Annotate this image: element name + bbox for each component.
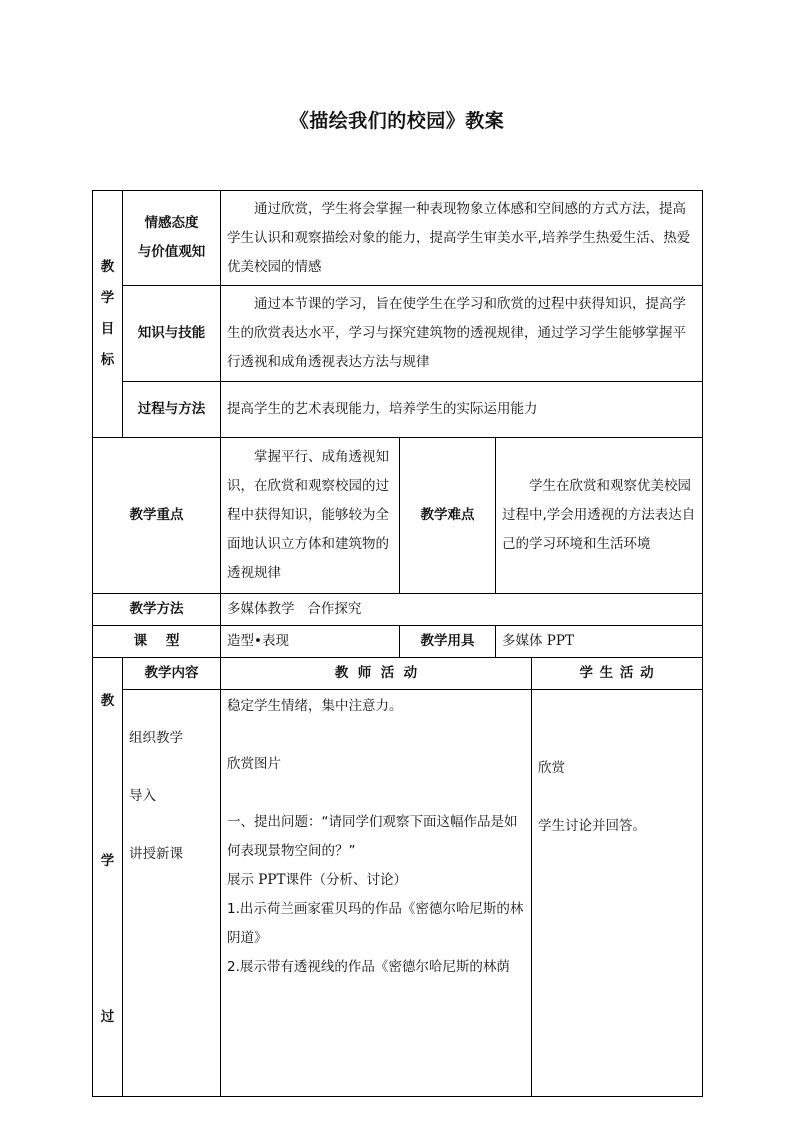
difficulty-label: 教学难点	[400, 438, 496, 594]
goals-side-label	[93, 191, 123, 438]
content-item: 讲授新课	[129, 846, 183, 862]
key-points-label: 教学重点	[93, 438, 221, 594]
header-teacher: 教 师 活 动	[221, 658, 532, 690]
student-line: 欣赏	[538, 760, 565, 776]
tools-text: 多媒体 PPT	[496, 626, 703, 658]
process-content-cell	[123, 690, 221, 1097]
method-text: 多媒体教学 合作探究	[221, 594, 703, 626]
goal-label-knowledge: 知识与技能	[123, 286, 221, 382]
difficulty-text: 学生在欣赏和观察优美校园过程中,学会用透视的方法表达自己的学习环境和生活环境	[496, 438, 703, 594]
content-item: 组织教学	[129, 730, 183, 746]
teacher-line: 稳定学生情绪，集中注意力。	[227, 698, 403, 714]
process-student-cell	[532, 690, 703, 1097]
process-teacher-cell	[221, 690, 532, 1097]
method-row	[93, 594, 703, 626]
student-line: 学生讨论并回答。	[538, 818, 646, 834]
teacher-line: 一、提出问题：“请同学们观察下面这幅作品是如何表现景物空间的？”	[227, 814, 518, 859]
goal-row-process	[93, 382, 703, 438]
goal-text-process: 提高学生的艺术表现能力，培养学生的实际运用能力	[221, 382, 703, 438]
lesson-type-label: 课 型	[93, 626, 221, 658]
goal-label-process: 过程与方法	[123, 382, 221, 438]
tools-label: 教学用具	[400, 626, 496, 658]
goal-label-attitude: 情感态度 与价值观知	[123, 191, 221, 286]
process-side-char: 过	[100, 1009, 115, 1025]
process-side-char: 学	[100, 853, 115, 869]
teacher-line: 1.出示荷兰画家霍贝玛的作品《密德尔哈尼斯的林阴道》	[227, 901, 524, 946]
key-points-text: 掌握平行、成角透视知识，在欣赏和观察校园的过程中获得知识，能够较为全面地认识立方体和建筑物的透视规律	[221, 438, 400, 594]
goal-row-attitude	[93, 191, 703, 286]
key-points-row	[93, 438, 703, 594]
goals-side-char: 教	[100, 259, 115, 275]
header-content: 教学内容	[123, 658, 221, 690]
goal-row-knowledge	[93, 286, 703, 382]
header-student: 学 生 活 动	[532, 658, 703, 690]
teacher-line: 展示 PPT课件（分析、讨论）	[227, 872, 407, 888]
lesson-plan-table	[92, 190, 703, 1097]
goal-text-attitude: 通过欣赏，学生将会掌握一种表现物象立体感和空间感的方式方法，提高学生认识和观察描绘对象的能力，提高学生审美水平,培养学生热爱生活、热爱优美校园的情感	[221, 191, 703, 286]
lesson-type-row	[93, 626, 703, 658]
process-side-char: 教	[100, 693, 115, 709]
content-item: 导入	[129, 788, 156, 804]
goals-side-char: 目	[100, 321, 115, 337]
method-label: 教学方法	[93, 594, 221, 626]
process-body-row	[93, 690, 703, 1097]
process-header-row	[93, 658, 703, 690]
teacher-line: 2.展示带有透视线的作品《密德尔哈尼斯的林荫	[227, 959, 510, 975]
teacher-line: 欣赏图片	[227, 756, 281, 772]
page-title: 《描绘我们的校园》教案	[289, 110, 505, 132]
lesson-type-text: 造型•表现	[221, 626, 400, 658]
goal-text-knowledge: 通过本节课的学习，旨在使学生在学习和欣赏的过程中获得知识，提高学生的欣赏表达水平，学习与探究建筑物的透视规律，通过学习学生能够掌握平行透视和成角透视表达方法与规律	[221, 286, 703, 382]
goals-side-char: 标	[100, 352, 115, 368]
goals-side-char: 学	[100, 290, 115, 306]
process-side-label	[93, 658, 123, 1097]
